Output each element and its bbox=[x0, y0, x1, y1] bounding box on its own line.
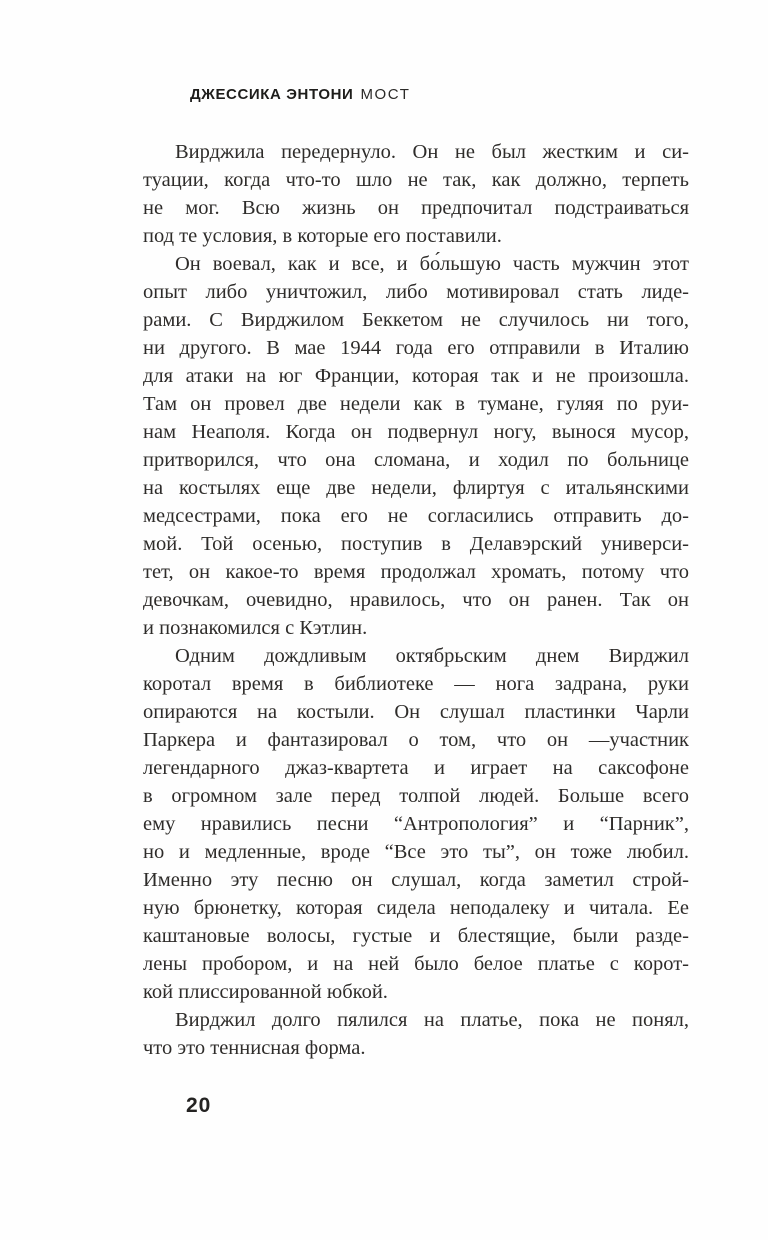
paragraph bbox=[143, 138, 689, 250]
text-line: рами. С Вирджилом Беккетом не случилось ни того, bbox=[143, 309, 689, 331]
text-line: Вирджил долго пялился на платье, пока не понял, bbox=[175, 1009, 689, 1031]
text-line: опираются на костыли. Он слушал пластинки Чарли bbox=[143, 701, 689, 723]
text-line: нам Неаполя. Когда он подвернул ногу, вынося мусор, bbox=[143, 421, 689, 443]
text-line: и познакомился с Кэтлин. bbox=[143, 617, 368, 639]
text-line: под те условия, в которые его поставили. bbox=[143, 225, 502, 247]
text-line: ни другого. В мае 1944 года его отправили в Италию bbox=[143, 337, 689, 359]
header-author: ДЖЕССИКА ЭНТОНИ bbox=[190, 86, 354, 103]
paragraph bbox=[143, 250, 689, 642]
text-line: легендарного джаз-квартета и играет на саксофоне bbox=[143, 757, 689, 779]
text-line: Он воевал, как и все, и бо́льшую часть мужчин этот bbox=[175, 253, 689, 275]
text-line: тет, он какое-то время продолжал хромать, потому что bbox=[143, 561, 689, 583]
text-line: притворился, что она сломана, и ходил по больнице bbox=[143, 449, 689, 471]
running-header bbox=[190, 86, 411, 104]
text-line: Одним дождливым октябрьским днем Вирджил bbox=[175, 645, 689, 667]
text-line: Вирджила передернуло. Он не был жестким и си- bbox=[175, 141, 689, 163]
text-line: мой. Той осенью, поступив в Делавэрский универси- bbox=[143, 533, 689, 555]
header-book-title: МОСТ bbox=[360, 86, 411, 103]
text-line: туации, когда что-то шло не так, как должно, терпеть bbox=[143, 169, 689, 191]
paragraph bbox=[143, 642, 689, 1006]
text-line: каштановые волосы, густые и блестящие, были разде- bbox=[143, 925, 689, 947]
text-line: что это теннисная форма. bbox=[143, 1037, 366, 1059]
text-line: кой плиссированной юбкой. bbox=[143, 981, 388, 1003]
text-line: для атаки на юг Франции, которая так и не произошла. bbox=[143, 365, 689, 387]
page-number: 20 bbox=[186, 1094, 212, 1117]
text-line: медсестрами, пока его не согласились отправить до- bbox=[143, 505, 689, 527]
text-line: девочкам, очевидно, нравилось, что он ранен. Так он bbox=[143, 589, 689, 611]
text-line: лены пробором, и на ней было белое платье с корот- bbox=[143, 953, 689, 975]
text-line: коротал время в библиотеке — нога задрана, руки bbox=[143, 673, 689, 695]
text-block bbox=[143, 138, 689, 1062]
text-line: Там он провел две недели как в тумане, гуляя по руи- bbox=[143, 393, 689, 415]
text-line: ную брюнетку, которая сидела неподалеку и читала. Ее bbox=[143, 897, 689, 919]
text-line: но и медленные, вроде “Все это ты”, он тоже любил. bbox=[143, 841, 689, 863]
paragraph bbox=[143, 1006, 689, 1062]
text-line: Паркера и фантазировал о том, что он —участник bbox=[143, 729, 689, 751]
text-line: опыт либо уничтожил, либо мотивировал стать лиде- bbox=[143, 281, 689, 303]
text-line: на костылях еще две недели, флиртуя с итальянскими bbox=[143, 477, 689, 499]
text-line: в огромном зале перед толпой людей. Больше всего bbox=[143, 785, 689, 807]
text-line: не мог. Всю жизнь он предпочитал подстраиваться bbox=[143, 197, 689, 219]
text-line: Именно эту песню он слушал, когда заметил строй- bbox=[143, 869, 689, 891]
text-line: ему нравились песни “Антропология” и “Парник”, bbox=[143, 813, 689, 835]
